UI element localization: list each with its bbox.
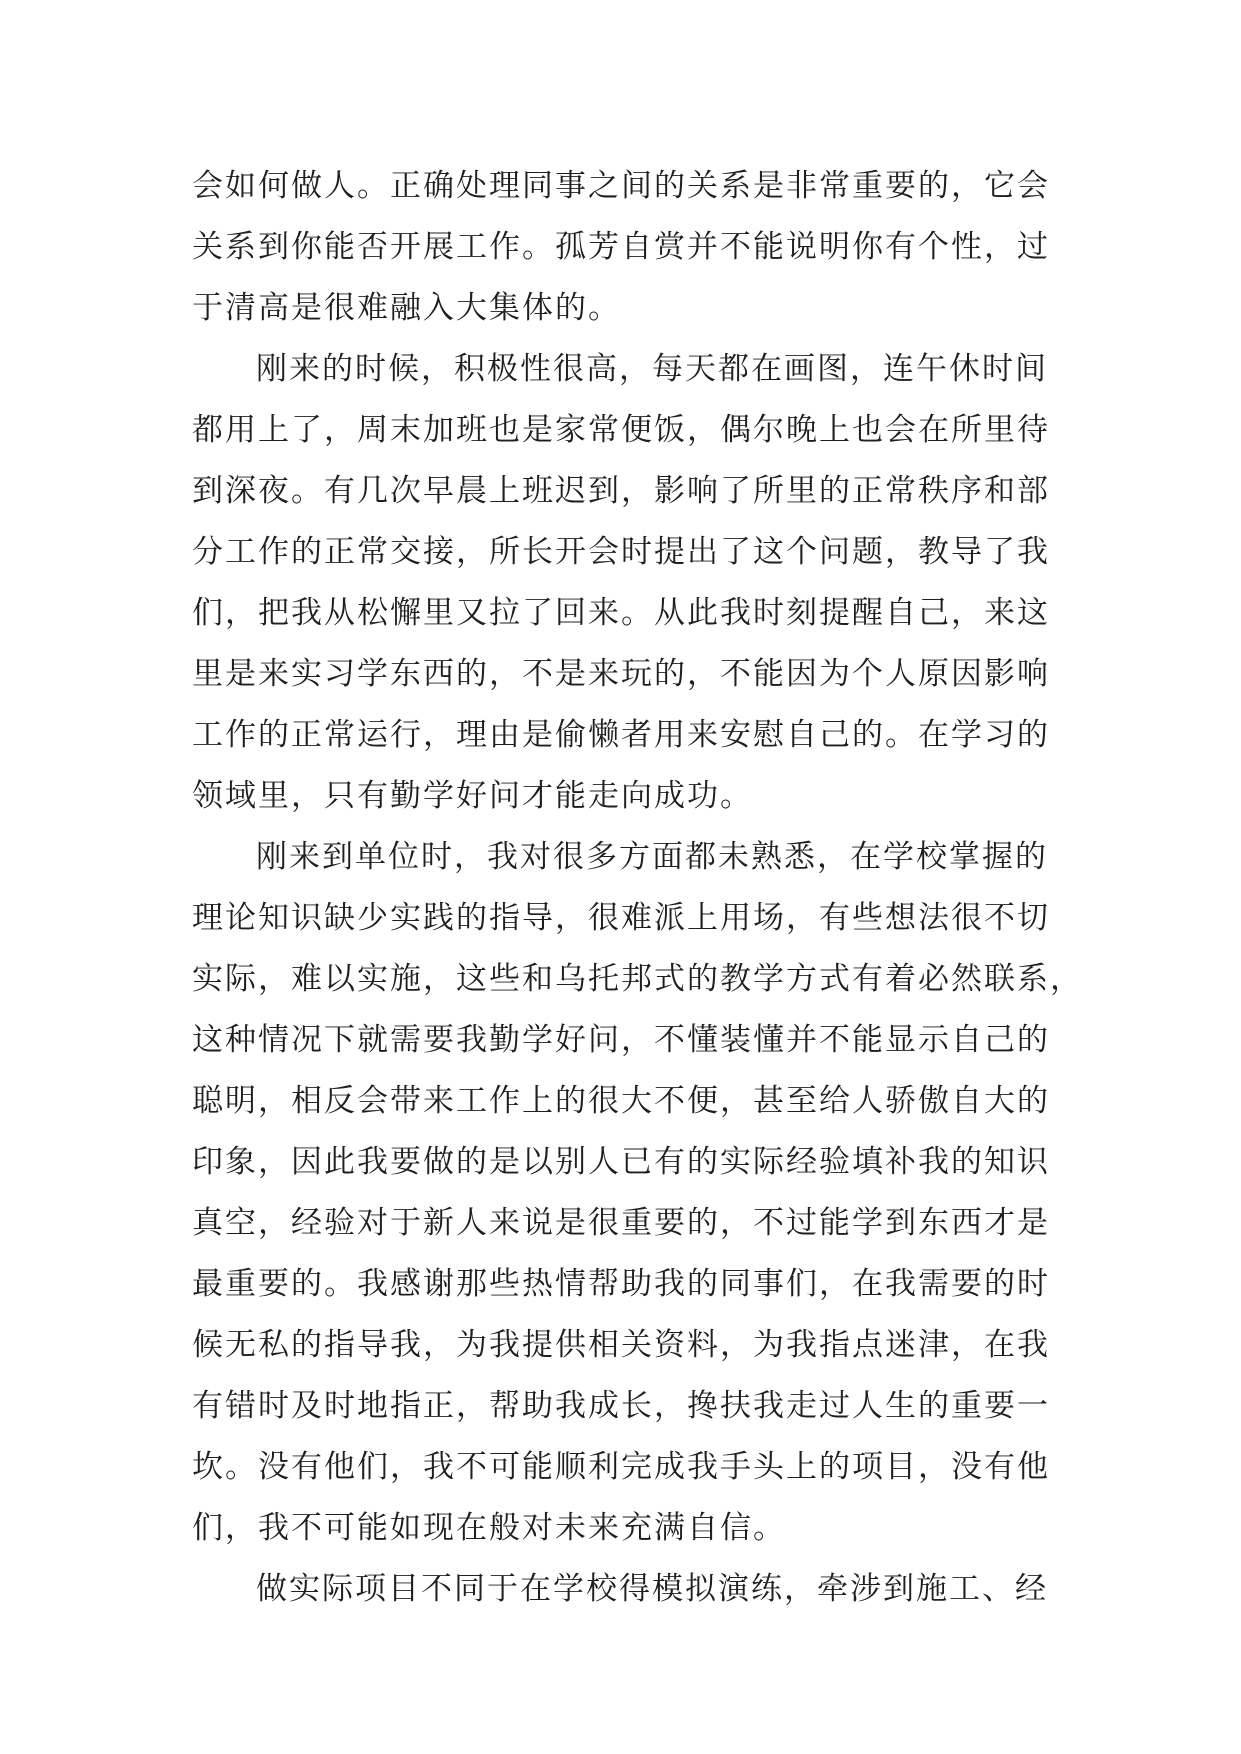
text-line: 们，我不可能如现在般对未来充满自信。 <box>192 1510 786 1546</box>
text-line: 分工作的正常交接，所长开会时提出了这个问题，教导了我 <box>192 534 1050 570</box>
text-line: 印象，因此我要做的是以别人已有的实际经验填补我的知识 <box>192 1144 1050 1180</box>
paragraph-first-line: 做实际项目不同于在学校得模拟演练，牵涉到施工、经 <box>256 1571 1048 1607</box>
body-text <box>192 156 1083 1620</box>
text-line: 工作的正常运行，理由是偷懒者用来安慰自己的。在学习的 <box>192 717 1050 753</box>
text-line: 都用上了，周末加班也是家常便饭，偶尔晚上也会在所里待 <box>192 412 1050 448</box>
text-line: 里是来实习学东西的，不是来玩的，不能因为个人原因影响 <box>192 656 1050 692</box>
text-line: 这种情况下就需要我勤学好问，不懂装懂并不能显示自己的 <box>192 1022 1050 1058</box>
text-line: 真空，经验对于新人来说是很重要的，不过能学到东西才是 <box>192 1205 1050 1241</box>
text-line: 们，把我从松懈里又拉了回来。从此我时刻提醒自己，来这 <box>192 595 1050 631</box>
text-line: 会如何做人。正确处理同事之间的关系是非常重要的，它会 <box>192 168 1050 204</box>
text-line: 领域里，只有勤学好问才能走向成功。 <box>192 778 753 814</box>
paragraph-first-line: 刚来到单位时，我对很多方面都未熟悉，在学校掌握的 <box>256 839 1048 875</box>
text-line: 候无私的指导我，为我提供相关资料，为我指点迷津，在我 <box>192 1327 1050 1363</box>
text-line: 有错时及时地指正，帮助我成长，搀扶我走过人生的重要一 <box>192 1388 1050 1424</box>
text-line: 聪明，相反会带来工作上的很大不便，甚至给人骄傲自大的 <box>192 1083 1050 1119</box>
text-line: 最重要的。我感谢那些热情帮助我的同事们，在我需要的时 <box>192 1266 1050 1302</box>
text-line: 实际，难以实施，这些和乌托邦式的教学方式有着必然联系， <box>192 961 1083 997</box>
text-line: 关系到你能否开展工作。孤芳自赏并不能说明你有个性，过 <box>192 229 1050 265</box>
text-line: 理论知识缺少实践的指导，很难派上用场，有些想法很不切 <box>192 900 1050 936</box>
text-line: 于清高是很难融入大集体的。 <box>192 290 621 326</box>
paragraph-first-line: 刚来的时候，积极性很高，每天都在画图，连午休时间 <box>256 351 1048 387</box>
text-line: 到深夜。有几次早晨上班迟到，影响了所里的正常秩序和部 <box>192 473 1050 509</box>
text-line: 坎。没有他们，我不可能顺利完成我手头上的项目，没有他 <box>192 1449 1050 1485</box>
